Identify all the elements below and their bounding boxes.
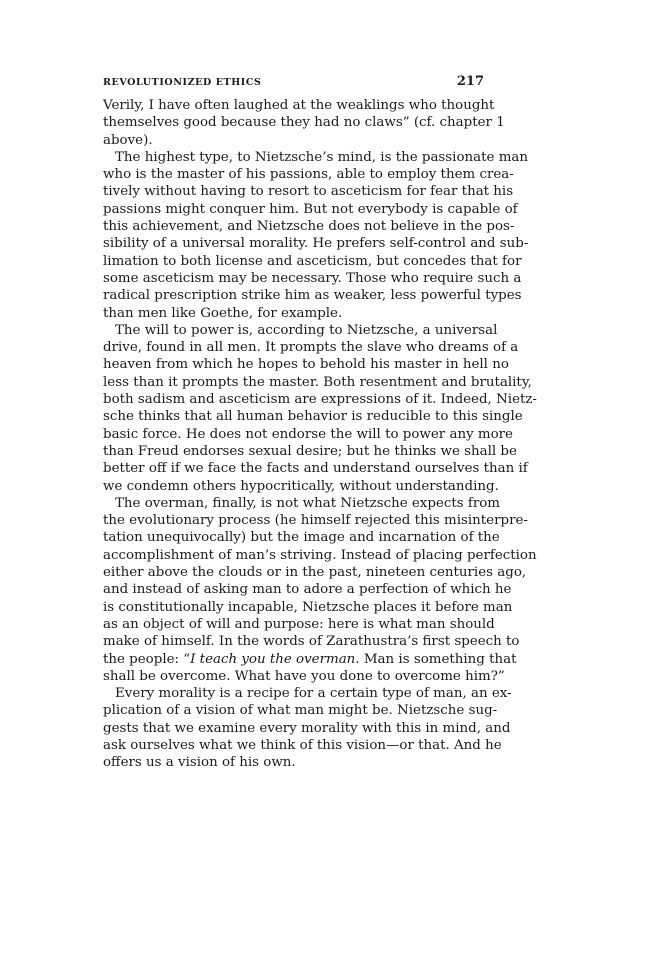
text-line: tation unequivocally) but the image and incarnation of the: [103, 530, 500, 546]
text-line: The overman, finally, is not what Nietzsche expects from: [115, 495, 500, 511]
text-line: plication of a vision of what man might be. Nietzsche sug-: [103, 703, 498, 719]
text-line: make of himself. In the words of Zarathustra’s first speech to: [103, 634, 520, 650]
text-line: heaven from which he hopes to behold his master in hell no: [103, 357, 509, 373]
text-line: offers us a vision of his own.: [103, 755, 296, 771]
paragraph: [103, 322, 537, 495]
text-line: ask ourselves what we think of this vision—or that. And he: [103, 737, 502, 753]
text-line: is constitutionally incapable, Nietzsche places it before man: [103, 599, 513, 615]
text-line: this achievement, and Nietzsche does not believe in the pos-: [103, 219, 515, 235]
text-line: who is the master of his passions, able to employ them crea-: [103, 167, 514, 183]
quote-prefix: the people: “: [103, 651, 191, 667]
text-line: than men like Goethe, for example.: [103, 305, 343, 321]
text-line: sibility of a universal morality. He prefers self-control and sub-: [103, 236, 529, 252]
quote-suffix: Man is something that: [359, 651, 517, 667]
book-page: [103, 74, 537, 772]
text-line: Every morality is a recipe for a certain type of man, an ex-: [115, 686, 512, 702]
running-title: REVOLUTIONIZED ETHICS: [103, 77, 262, 88]
italic-quote: I teach you the overman.: [190, 651, 360, 667]
text-line: accomplishment of man’s striving. Instead of placing perfection: [103, 547, 537, 563]
text-line: better off if we face the facts and understand ourselves than if: [103, 461, 528, 477]
text-line: passions might conquer him. But not everybody is capable of: [103, 201, 518, 217]
text-line: both sadism and asceticism are expressions of it. Indeed, Nietz-: [103, 392, 537, 408]
text-line: the evolutionary process (he himself rejected this misinterpre-: [103, 513, 528, 529]
text-line: than Freud endorses sexual desire; but he thinks we shall be: [103, 443, 517, 459]
paragraph: [103, 149, 529, 322]
text-line: either above the clouds or in the past, nineteen centuries ago,: [103, 565, 527, 581]
text-line: The will to power is, according to Nietzsche, a universal: [115, 322, 498, 338]
text-line-with-quote: [103, 651, 517, 668]
text-line: basic force. He does not endorse the will to power any more: [103, 426, 513, 442]
text-line: as an object of will and purpose: here is what man should: [103, 616, 495, 632]
text-line: tively without having to resort to asceticism for fear that his: [103, 184, 514, 200]
text-line: sche thinks that all human behavior is reducible to this single: [103, 409, 523, 425]
text-line: and instead of asking man to adore a perfection of which he: [103, 582, 512, 598]
text-line: shall be overcome. What have you done to overcome him?”: [103, 668, 505, 684]
text-line: above).: [103, 132, 153, 148]
body-text: [103, 97, 537, 772]
text-line: limation to both license and asceticism, but concedes that for: [103, 253, 522, 269]
text-line: themselves good because they had no claws” (cf. chapter 1: [103, 115, 505, 131]
text-line: gests that we examine every morality with this in mind, and: [103, 720, 511, 736]
text-line: The highest type, to Nietzsche’s mind, is the passionate man: [115, 149, 528, 165]
text-line: less than it prompts the master. Both resentment and brutality,: [103, 374, 532, 390]
running-head: [103, 74, 484, 89]
text-line: radical prescription strike him as weaker, less powerful types: [103, 288, 522, 304]
text-line: drive, found in all men. It prompts the slave who dreams of a: [103, 340, 519, 356]
text-line: some asceticism may be necessary. Those who require such a: [103, 270, 522, 286]
text-line: Verily, I have often laughed at the weaklings who thought: [103, 98, 495, 113]
paragraph: [103, 97, 505, 149]
paragraph: [103, 495, 537, 685]
page-number: 217: [456, 74, 484, 89]
paragraph: [103, 685, 512, 771]
text-line: we condemn others hypocritically, without understanding.: [103, 478, 499, 494]
